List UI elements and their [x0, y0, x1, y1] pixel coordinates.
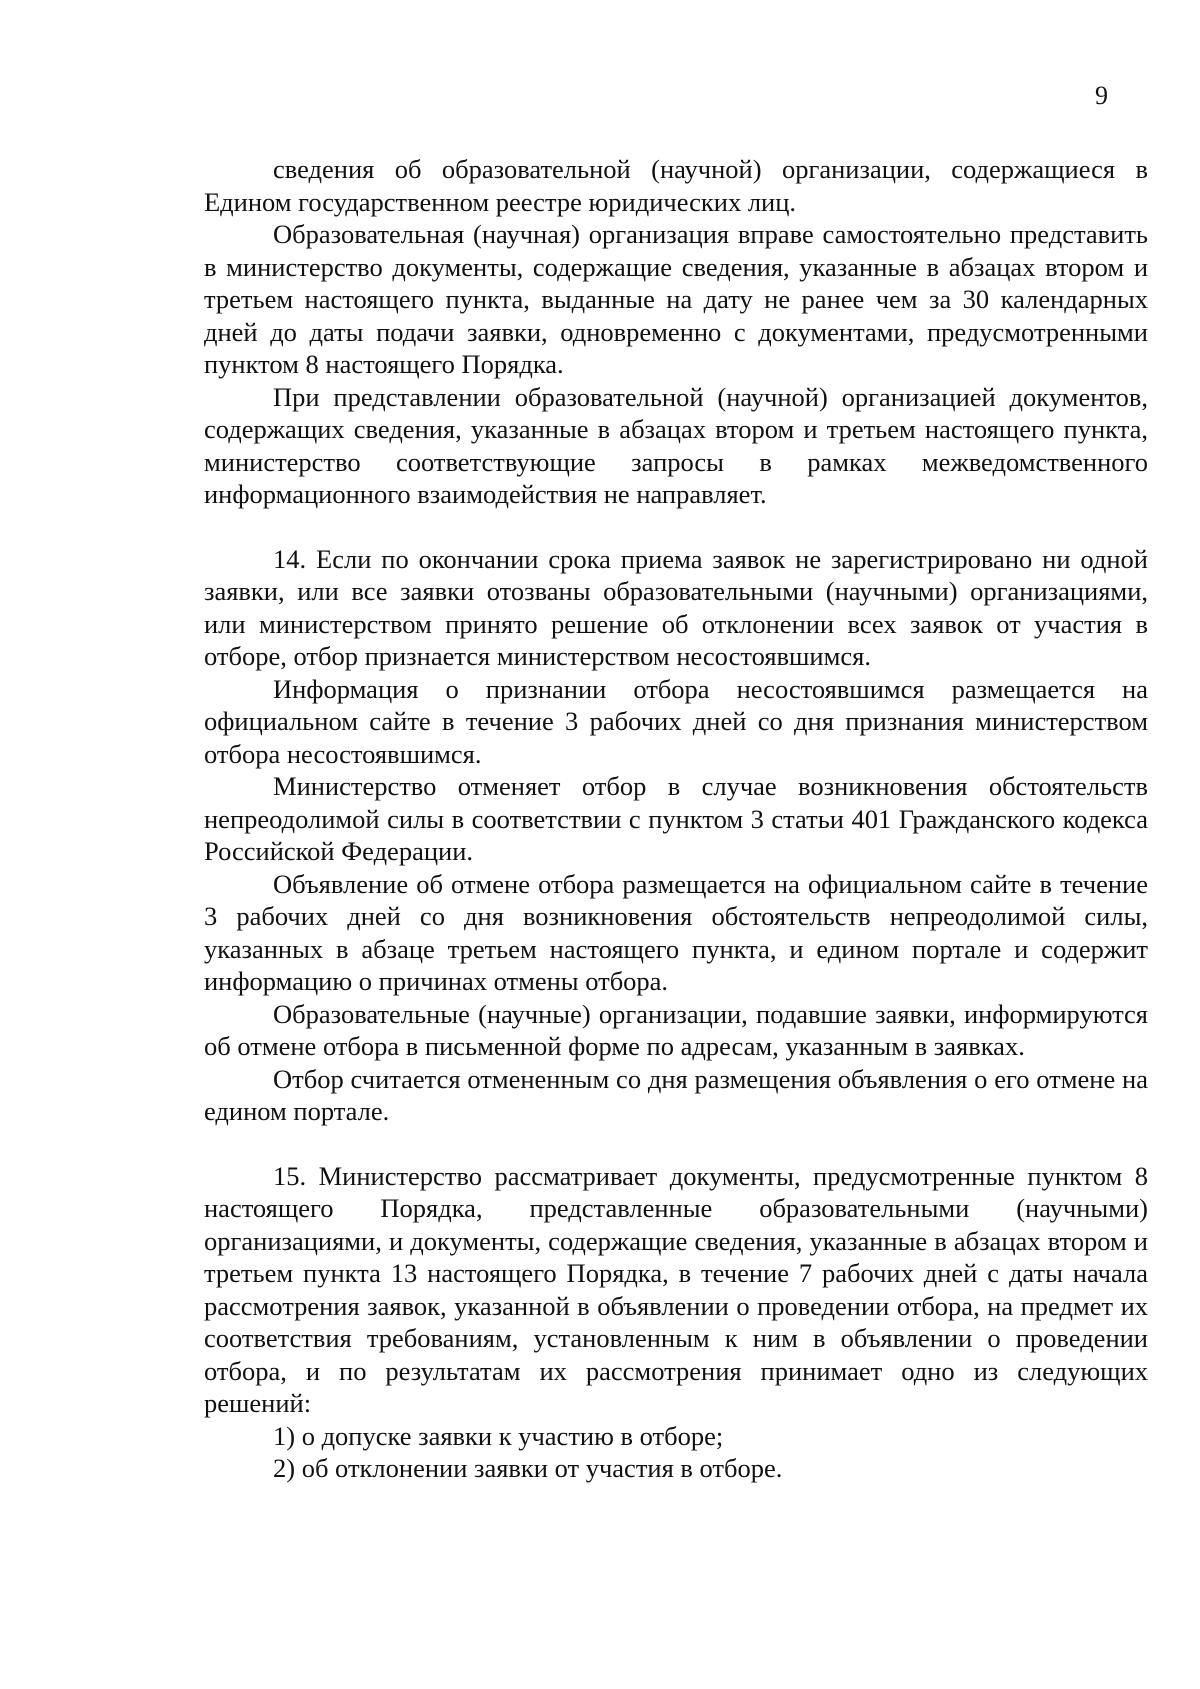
paragraph-self-submit: Образовательная (научная) организация вправе самостоятельно представить в министерство документы, содержащие сведения, указанные в абзацах втором и третьем настоящего пункта, выданные на дату не ранее чем за 30 календарных дней до даты подачи заявки, одновременно с документами, предусмотренными пунктом 8 настоящего Порядка.: [204, 219, 1148, 379]
page-number: 9: [1095, 81, 1108, 110]
paragraph-failed-selection-info: Информация о признании отбора несостоявшимся размещается на официальном сайте в течение 3 рабочих дней со дня признания министерством отбора несостоявшимся.: [204, 673, 1148, 769]
paragraph-cancel-force-majeure: Министерство отменяет отбор в случае возникновения обстоятельств непреодолимой силы в соответствии с пунктом 3 статьи 401 Гражданского кодекса Российской Федерации.: [204, 771, 1148, 866]
list-item-admit: 1) о допуске заявки к участию в отборе;: [273, 1420, 724, 1451]
paragraph-cancel-effective: Отбор считается отмененным со дня размещения объявления о его отмене на едином портале.: [204, 1063, 1148, 1126]
paragraph-notify-organizations: Образовательные (научные) организации, подавшие заявки, информируются об отмене отбора в письменной форме по адресам, указанным в заявках.: [204, 998, 1148, 1061]
paragraph-no-requests: При представлении образовательной (научной) организацией документов, содержащих сведения, указанные в абзацах втором и третьем настоящего пункта, министерство соответствующие запросы в рамках межведомственного информационного взаимодействия не направляет.: [204, 381, 1148, 509]
paragraph-cancel-announcement: Объявление об отмене отбора размещается на официальном сайте в течение 3 рабочих дней со дня возникновения обстоятельств непреодолимой силы, указанных в абзаце третьем настоящего пункта, и едином портале и содержит информацию о причинах отмены отбора.: [204, 868, 1148, 996]
paragraph-item-14: 14. Если по окончании срока приема заявок не зарегистрировано ни одной заявки, или все заявки отозваны образовательными (научными) организациями, или министерством принято решение об отклонении всех заявок от участия в отборе, отбор признается министерством несостоявшимся.: [204, 543, 1148, 671]
paragraph-egrul-info: сведения об образовательной (научной) организации, содержащиеся в Едином государственном реестре юридических лиц.: [204, 154, 1148, 217]
document-body: [204, 153, 1148, 1485]
list-item-reject: 2) об отклонении заявки от участия в отборе.: [273, 1453, 783, 1483]
paragraph-item-15: 15. Министерство рассматривает документы, предусмотренные пунктом 8 настоящего Порядка, представленные образовательными (научными) организациями, и документы, содержащие сведения, указанные в абзацах втором и третьем пункта 13 настоящего Порядка, в течение 7 рабочих дней с даты начала рассмотрения заявок, указанной в объявлении о проведении отбора, на предмет их соответствия требованиям, установленным к ним в объявлении о проведении отбора, и по результатам их рассмотрения принимает одно из следующих решений:: [204, 1160, 1148, 1418]
